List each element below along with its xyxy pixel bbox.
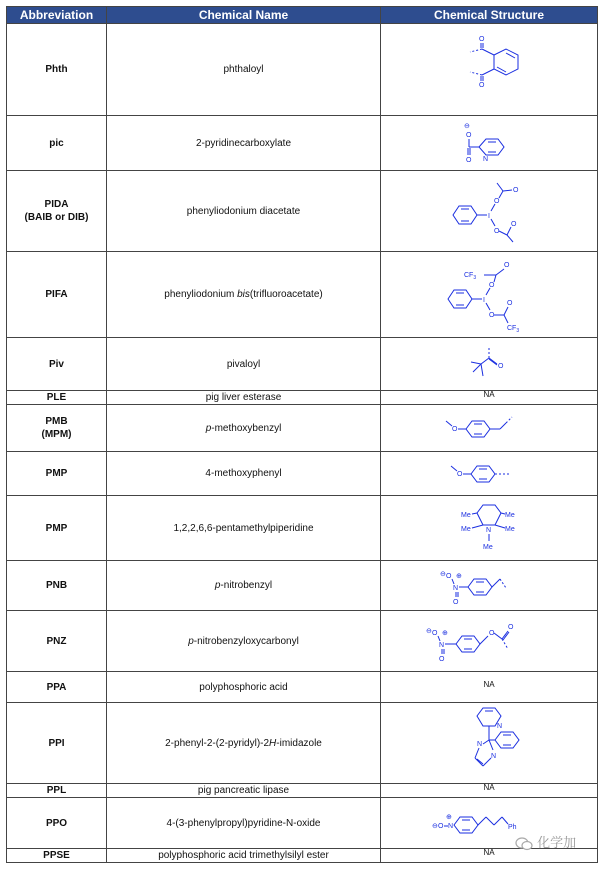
row-name bbox=[107, 561, 381, 611]
name-part: (trifluoroacetate) bbox=[249, 289, 323, 300]
table-row bbox=[7, 672, 598, 703]
row-abbr: PPL bbox=[7, 784, 107, 798]
table-row bbox=[7, 405, 598, 452]
row-name bbox=[107, 405, 381, 452]
nitrogen-label: N bbox=[448, 823, 454, 830]
table-row bbox=[7, 452, 598, 496]
row-name: polyphosphoric acid trimethylsilyl ester bbox=[107, 849, 381, 863]
row-name: pig liver esterase bbox=[107, 391, 381, 405]
cf3-label: $CF_3$ bbox=[464, 271, 477, 281]
name-part: -nitrobenzyl bbox=[220, 580, 273, 591]
methyl-label: Me bbox=[505, 512, 515, 519]
oxygen-label: O bbox=[457, 470, 463, 478]
oxygen-label: O bbox=[494, 198, 500, 205]
row-name bbox=[107, 703, 381, 784]
nitrogen-label: N bbox=[439, 642, 445, 649]
minus-charge: ⊖ bbox=[426, 628, 432, 635]
na-label: NA bbox=[483, 390, 495, 399]
row-name: 4-methoxyphenyl bbox=[107, 452, 381, 496]
phenyl-label: Ph bbox=[508, 824, 517, 831]
nitrogen-label: N bbox=[453, 584, 459, 592]
oxygen-label: O bbox=[479, 81, 485, 89]
row-abbr: PPA bbox=[7, 672, 107, 703]
methyl-label: Me bbox=[461, 526, 471, 533]
pida-structure bbox=[381, 171, 598, 252]
table-row bbox=[7, 24, 598, 116]
pifa-structure bbox=[381, 252, 598, 338]
oxygen-label: O bbox=[494, 228, 500, 235]
name-italic: p bbox=[188, 635, 194, 647]
ppi-structure bbox=[381, 703, 598, 784]
methyl-label: Me bbox=[483, 544, 493, 551]
name-italic: bis bbox=[237, 289, 250, 300]
phthaloyl-structure bbox=[381, 24, 598, 116]
row-abbr: Piv bbox=[7, 338, 107, 391]
row-abbr bbox=[7, 405, 107, 452]
oxygen-label: O bbox=[489, 630, 495, 637]
na-label: NA bbox=[483, 848, 495, 857]
oxygen-label: O bbox=[479, 35, 485, 43]
name-part: -nitrobenzyloxycarbonyl bbox=[193, 635, 299, 647]
oxygen-label: O bbox=[504, 261, 510, 269]
oxygen-label: O bbox=[511, 221, 517, 228]
row-abbr: PPSE bbox=[7, 849, 107, 863]
row-abbr: PNB bbox=[7, 561, 107, 611]
abbr-primary: PIDA bbox=[44, 199, 69, 210]
oxygen-label: O bbox=[446, 572, 452, 580]
oxygen-label: O bbox=[513, 187, 519, 194]
table-row bbox=[7, 784, 598, 798]
structure-na bbox=[381, 391, 598, 405]
nitrogen-label: N bbox=[491, 753, 497, 760]
oxygen-label: O bbox=[452, 426, 458, 433]
pnz-structure bbox=[381, 611, 598, 672]
na-label: NA bbox=[483, 679, 495, 689]
cf3-label: $CF_3$ bbox=[507, 324, 520, 334]
abbreviation-table bbox=[6, 6, 598, 863]
row-name: phenyliodonium diacetate bbox=[107, 171, 381, 252]
row-name: pivaloyl bbox=[107, 338, 381, 391]
row-name bbox=[107, 611, 381, 672]
watermark-text: 化学加 bbox=[537, 836, 577, 851]
nitrogen-label: N bbox=[483, 156, 489, 163]
table-row bbox=[7, 252, 598, 338]
table-row bbox=[7, 171, 598, 252]
row-name: polyphosphoric acid bbox=[107, 672, 381, 703]
chat-bubble-icon bbox=[515, 837, 533, 851]
iodine-label: I bbox=[483, 296, 485, 304]
row-abbr: PIFA bbox=[7, 252, 107, 338]
oxygen-label: O bbox=[507, 299, 513, 307]
picolinate-structure bbox=[381, 116, 598, 171]
row-abbr: PNZ bbox=[7, 611, 107, 672]
table-row bbox=[7, 611, 598, 672]
table-row bbox=[7, 849, 598, 863]
oxygen-label: O bbox=[432, 630, 438, 637]
oxygen-label: O bbox=[453, 598, 459, 606]
row-abbr bbox=[7, 171, 107, 252]
na-label: NA bbox=[483, 783, 495, 792]
row-name: pig pancreatic lipase bbox=[107, 784, 381, 798]
structure-na bbox=[381, 672, 598, 703]
abbr-primary: PMB bbox=[45, 416, 68, 427]
nitrogen-label: N bbox=[497, 723, 503, 730]
name-italic: p bbox=[205, 422, 212, 434]
pentamethylpiperidine-structure bbox=[381, 496, 598, 561]
abbr-secondary: (MPM) bbox=[41, 429, 72, 440]
table-row bbox=[7, 116, 598, 171]
header-chemical-structure: Chemical Structure bbox=[381, 7, 598, 24]
plus-charge: ⊕ bbox=[442, 630, 448, 637]
header-abbreviation: Abbreviation bbox=[7, 7, 107, 24]
abbr-secondary: (BAIB or DIB) bbox=[24, 212, 89, 223]
oxygen-label: O bbox=[489, 281, 495, 289]
methyl-label: Me bbox=[505, 526, 515, 533]
pmb-structure bbox=[381, 405, 598, 452]
oxygen-label: O bbox=[508, 624, 514, 631]
row-abbr: PPO bbox=[7, 798, 107, 849]
plus-charge: ⊕ bbox=[456, 572, 462, 580]
minus-charge: ⊖ bbox=[464, 123, 470, 130]
name-part: phenyliodonium bbox=[164, 289, 238, 300]
row-name: phthaloyl bbox=[107, 24, 381, 116]
pnb-structure bbox=[381, 561, 598, 611]
header-chemical-name: Chemical Name bbox=[107, 7, 381, 24]
methyl-label: Me bbox=[461, 512, 471, 519]
oxygen-label: O bbox=[466, 132, 472, 139]
structure-na bbox=[381, 784, 598, 798]
name-part: 2-phenyl-2-(2-pyridyl)-2 bbox=[165, 737, 270, 749]
row-name bbox=[107, 252, 381, 338]
watermark bbox=[515, 832, 576, 851]
row-abbr: PMP bbox=[7, 496, 107, 561]
row-abbr: PMP bbox=[7, 452, 107, 496]
row-name: 4-(3-phenylpropyl)pyridine-N-oxide bbox=[107, 798, 381, 849]
table-row bbox=[7, 391, 598, 405]
minus-charge: ⊖ bbox=[440, 570, 446, 578]
oxygen-label: O bbox=[439, 656, 445, 663]
table-row bbox=[7, 703, 598, 784]
oxygen-label: O bbox=[438, 823, 444, 830]
nitrogen-label: N bbox=[486, 527, 492, 534]
table-row bbox=[7, 338, 598, 391]
name-part: -methoxybenzyl bbox=[211, 422, 282, 434]
table-row bbox=[7, 798, 598, 849]
row-abbr: PLE bbox=[7, 391, 107, 405]
oxygen-label: O bbox=[498, 363, 504, 370]
row-abbr: PPI bbox=[7, 703, 107, 784]
name-italic: H bbox=[269, 737, 277, 749]
iodine-label: I bbox=[488, 213, 490, 220]
table-row bbox=[7, 496, 598, 561]
pmp-structure bbox=[381, 452, 598, 496]
nitrogen-label: N bbox=[477, 741, 483, 748]
plus-charge: ⊕ bbox=[446, 814, 452, 821]
row-abbr: Phth bbox=[7, 24, 107, 116]
table-header-row bbox=[7, 7, 598, 24]
minus-charge: ⊖ bbox=[432, 823, 438, 830]
row-name: 2-pyridinecarboxylate bbox=[107, 116, 381, 171]
name-part: -imidazole bbox=[276, 737, 322, 749]
table-row bbox=[7, 561, 598, 611]
oxygen-label: O bbox=[466, 157, 472, 164]
pivaloyl-structure bbox=[381, 338, 598, 391]
row-abbr: pic bbox=[7, 116, 107, 171]
oxygen-label: O bbox=[489, 311, 495, 319]
name-italic: p bbox=[214, 580, 221, 591]
row-name: 1,2,2,6,6-pentamethylpiperidine bbox=[107, 496, 381, 561]
